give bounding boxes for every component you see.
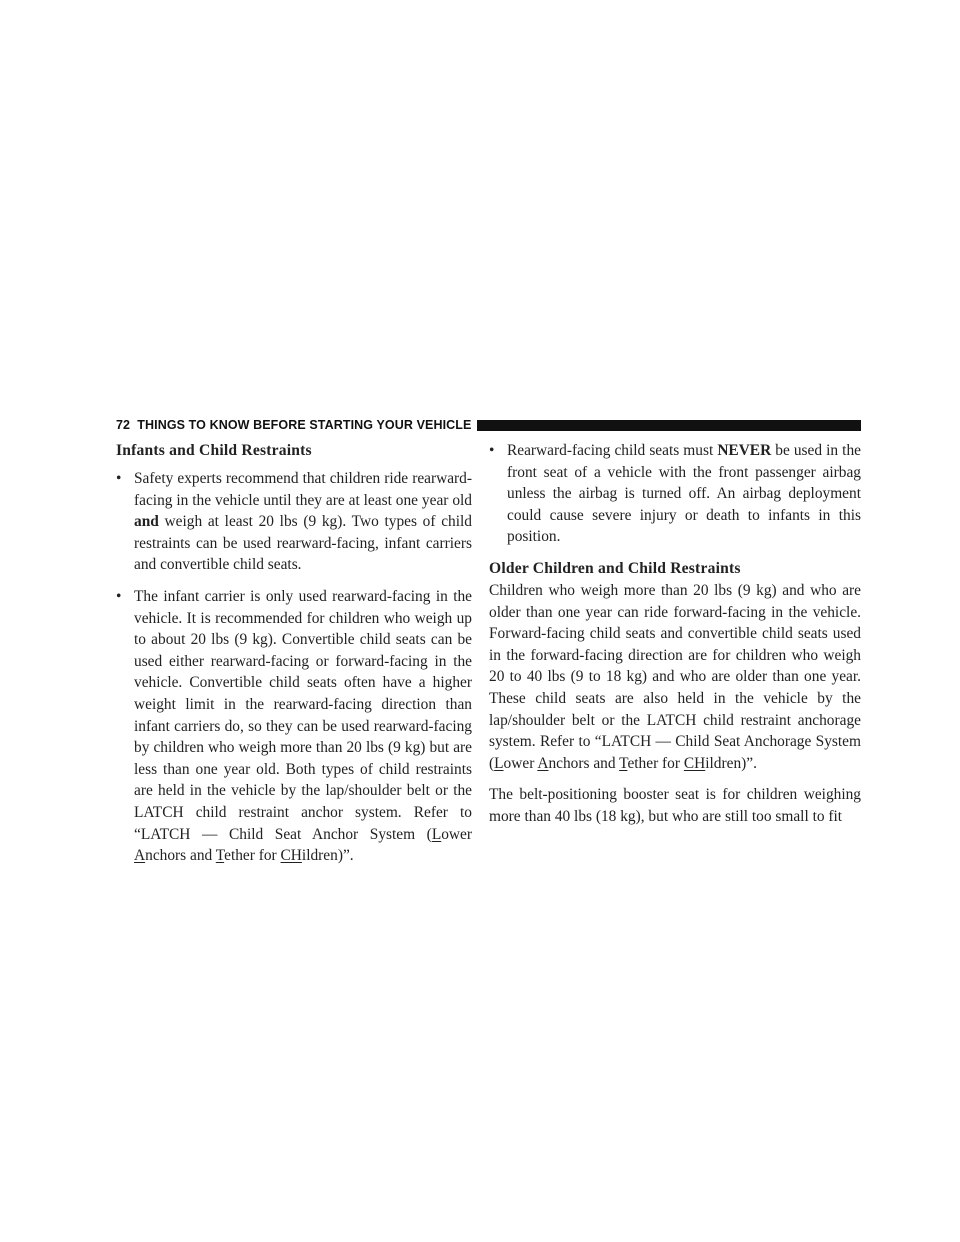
- underlined-letter: L: [431, 825, 442, 843]
- bullet-text: nchors and: [145, 847, 216, 865]
- paragraph-text: ether for: [627, 754, 684, 772]
- underlined-letter: T: [619, 754, 628, 772]
- bullet-list-rearward: [489, 440, 861, 548]
- right-column: [489, 440, 861, 828]
- list-item: [489, 440, 861, 548]
- bold-text: NEVER: [717, 442, 772, 459]
- paragraph-text: nchors and: [548, 754, 620, 772]
- paragraph: [489, 580, 861, 774]
- paragraph-text: ower: [503, 754, 538, 772]
- section-heading-older-children: Older Children and Child Restraints: [489, 559, 741, 577]
- paragraph: The belt-positioning booster seat is for children weighing more than 40 lbs (18 kg), but who are still too small to fit: [489, 786, 861, 825]
- running-header: [116, 416, 861, 434]
- bullet-text: weigh at least 20 lbs (9 kg). Two types of child restraints can be used rearward-facing, infant carriers and convertible child seats.: [134, 513, 472, 574]
- left-column: [116, 440, 472, 867]
- bullet-text: The infant carrier is only used rearward-facing in the vehicle. It is recommended for children who weigh up to about 20 lbs (9 kg). Convertible child seats can be used either rearward-facing or forward-facing in the vehicle. Convertible child seats often have a higher weight limit in the rearward-facing direction than infant carriers do, so they can be used rearward-facing by children who weigh more than 20 lbs (9 kg) but are less than one year old. Both types of child restraints are held in the vehicle by the lap/shoulder belt or the LATCH child restraint anchor system. Refer to “LATCH — Child Seat Anchor System (: [134, 587, 472, 843]
- list-item: [116, 468, 472, 576]
- bullet-list-infants: [116, 468, 472, 867]
- header-rule: [477, 420, 861, 431]
- bullet-icon: •: [489, 442, 495, 459]
- underlined-letter: L: [494, 754, 504, 772]
- bullet-text: ildren)”.: [301, 847, 354, 865]
- underlined-letter: A: [134, 847, 146, 865]
- bullet-icon: •: [116, 587, 122, 605]
- underlined-letter: A: [537, 754, 549, 772]
- underlined-letter: CH: [683, 754, 706, 772]
- underlined-letter: CH: [280, 847, 302, 865]
- bullet-text: Safety experts recommend that children ride rearward-facing in the vehicle until they are at least one year old: [134, 470, 472, 509]
- bullet-text: be used in the front seat of a vehicle with the front passenger airbag unless the airbag is turned off. An airbag deployment could cause severe injury or death to infants in this position.: [507, 442, 861, 546]
- bullet-icon: •: [116, 470, 122, 487]
- bullet-text: ether for: [224, 847, 281, 865]
- list-item: [116, 586, 472, 867]
- section-heading-infants: Infants and Child Restraints: [116, 442, 312, 459]
- bold-text: and: [134, 513, 159, 531]
- bullet-text: ower: [441, 825, 472, 843]
- header-text: [116, 418, 477, 432]
- paragraph-text: Children who weigh more than 20 lbs (9 kg) and who are older than one year can ride forward-facing in the vehicle. Forward-facing child seats and convertible child seats used in the forward-facing direction are for children who weigh 20 to 40 lbs (9 to 18 kg) and who are older than one year. These child seats are also held in the vehicle by the lap/shoulder belt or the LATCH child restraint anchorage system. Refer to “LATCH — Child Seat Anchorage System (: [489, 581, 861, 772]
- section-title: THINGS TO KNOW BEFORE STARTING YOUR VEHICLE: [137, 418, 472, 432]
- underlined-letter: T: [215, 847, 225, 865]
- bullet-text: Rearward-facing child seats must: [507, 442, 718, 459]
- paragraph-text: ildren)”.: [705, 754, 757, 772]
- page-number: 72: [116, 418, 131, 432]
